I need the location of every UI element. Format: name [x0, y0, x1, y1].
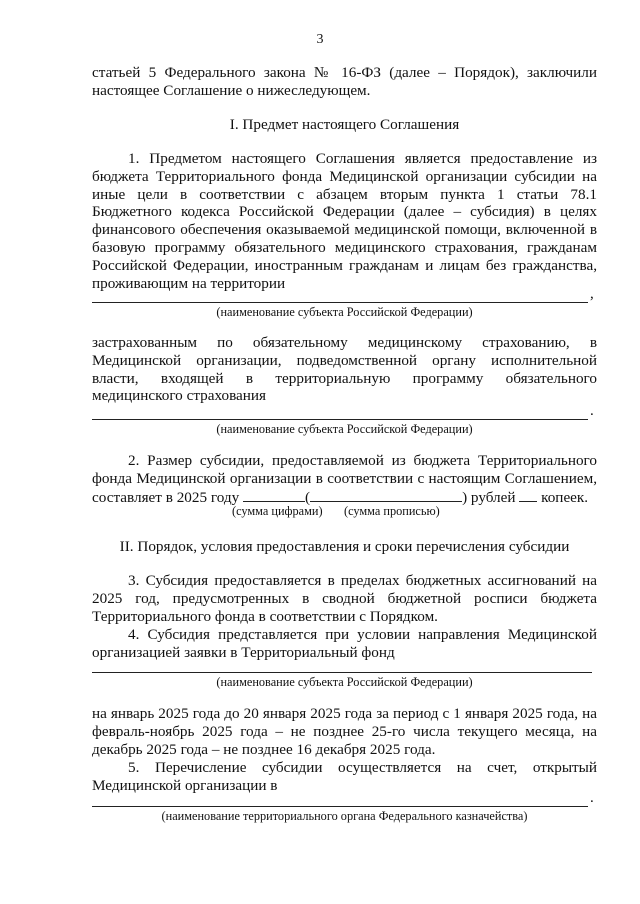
kopeks-label: копеек. — [541, 488, 589, 506]
paragraph-6: на январь 2025 года до 20 января 2025 года за период с 1 января 2025 года, на февраль-ноябрь 2025 года – не позднее 25-го числа текущего месяца, на декабрь 2025 года – не позднее 16 декабря 2025 года. — [92, 705, 597, 758]
paragraph-5: 4. Субсидия представляется при условии направления Медицинской организацией заявки в Территориальный фонд — [92, 626, 597, 661]
fill-line-treasury — [92, 806, 588, 807]
paragraph-3 — [92, 452, 597, 506]
section-2-title: II. Порядок, условия предоставления и сроки перечисления субсидии — [119, 538, 570, 555]
paragraph-4: 3. Субсидия предоставляется в пределах бюджетных ассигнований на 2025 год, предусмотренных в сводной бюджетной росписи бюджета Территориального фонда в соответствии с Порядком. — [92, 572, 597, 625]
caption-sum-words: (сумма прописью) — [344, 504, 440, 518]
sum-paren-close: ) — [462, 488, 468, 506]
sum-digits-blank — [243, 488, 305, 502]
paragraph-1: 1. Предметом настоящего Соглашения является предоставление из бюджета Территориального фонда Медицинской организации субсидии на иные цели в соответствии с абзацем вторым пункта 1 статьи 78.1 Бюджетного кодекса Российской Федерации (далее – субсидия) в целях финансового обеспечения оказываемой медицинской помощи, включенной в базовую программу обязательного медицинского страхования, гражданам Российской Федерации, иностранным гражданам и лицам без гражданства, проживающим на территории — [92, 150, 597, 292]
fill-line-treasury-period: . — [590, 790, 594, 806]
fill-line-subject-1-comma: , — [590, 286, 594, 302]
caption-subject-2: (наименование субъекта Российской Федерации) — [216, 422, 473, 436]
fill-line-subject-3 — [92, 672, 592, 673]
paragraph-7: 5. Перечисление субсидии осуществляется на счет, открытый Медицинской организации в — [92, 759, 597, 794]
caption-subject-3: (наименование субъекта Российской Федерации) — [216, 675, 473, 689]
paragraph-2: застрахованным по обязательному медицинскому страхованию, в Медицинской организации, подведомственной органу исполнительной власти, входящей в территориальную программу обязательного медицинского страхования — [92, 334, 597, 405]
paragraph-3-text: 2. Размер субсидии, предоставляемой из бюджета Территориального фонда Медицинской организации в соответствии с настоящим Соглашением, составляет в 2025 году — [92, 452, 597, 506]
sum-words-blank — [310, 488, 462, 502]
page-number: 3 — [316, 32, 324, 47]
fill-line-subject-2-period: . — [590, 403, 594, 419]
section-1-title: I. Предмет настоящего Соглашения — [229, 116, 460, 133]
rubles-label: рублей — [470, 488, 516, 506]
caption-subject-1: (наименование субъекта Российской Федерации) — [216, 305, 473, 319]
paragraph-intro: статьей 5 Федерального закона № 16-ФЗ (далее – Порядок), заключили настоящее Соглашение о нижеследующем. — [92, 64, 597, 99]
caption-sum-digits: (сумма цифрами) — [232, 504, 323, 518]
fill-line-subject-2 — [92, 419, 588, 420]
kopeks-blank — [519, 488, 537, 502]
sum-paren-open: ( — [305, 488, 311, 506]
caption-treasury: (наименование территориального органа Федерального казначейства) — [161, 809, 528, 823]
fill-line-subject-1 — [92, 302, 588, 303]
